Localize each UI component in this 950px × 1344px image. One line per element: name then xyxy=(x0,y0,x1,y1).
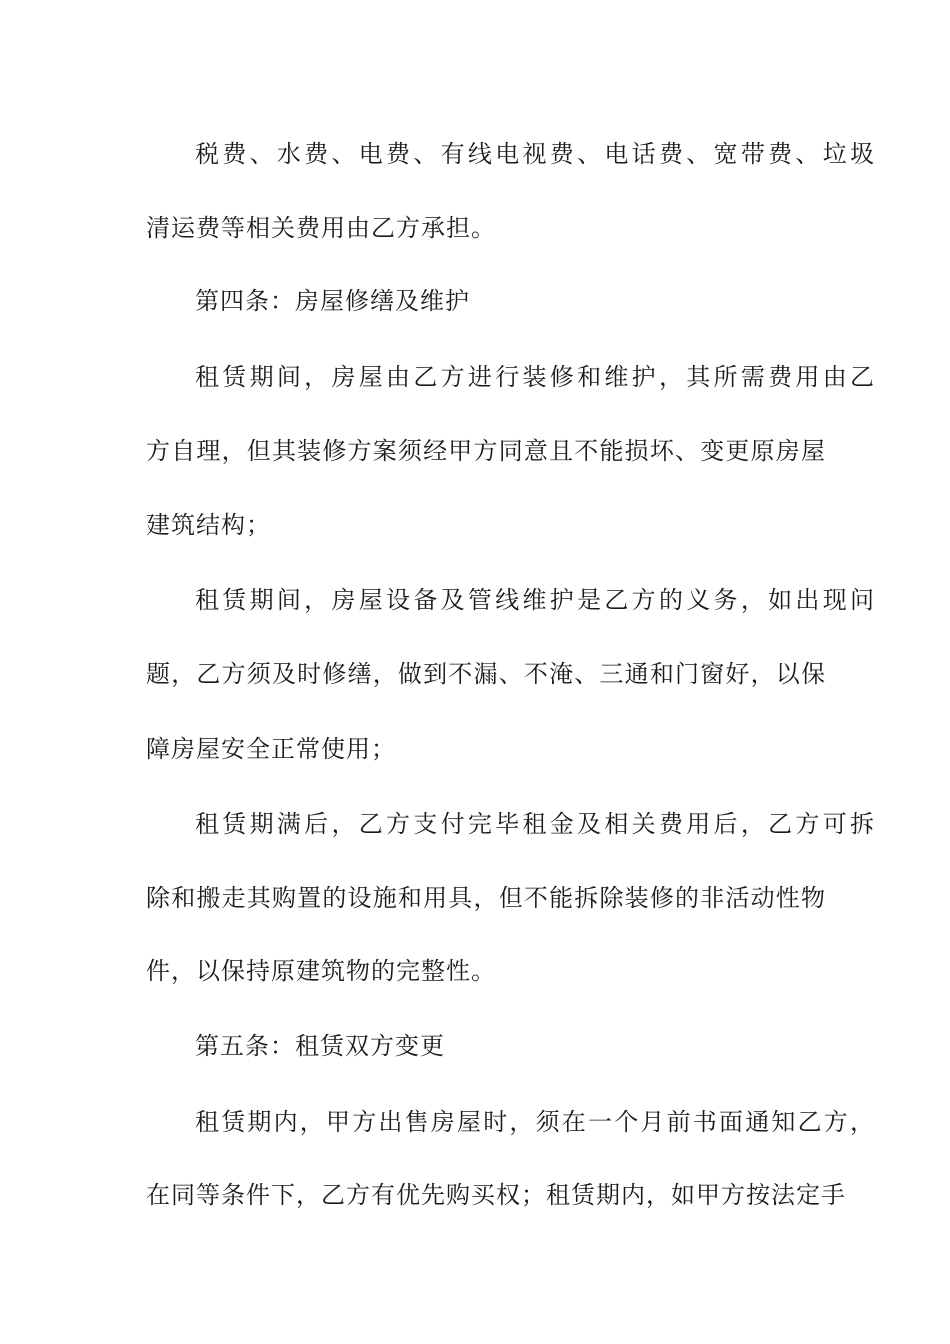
paragraph-line: 在同等条件下，乙方有优先购买权；租赁期内，如甲方按法定手 xyxy=(146,1181,846,1209)
paragraph-line: 租赁期内，甲方出售房屋时，须在一个月前书面通知乙方， xyxy=(195,1108,875,1136)
paragraph-line: 清运费等相关费用由乙方承担。 xyxy=(146,214,496,242)
paragraph-line: 方自理，但其装修方案须经甲方同意且不能损坏、变更原房屋 xyxy=(146,437,826,465)
section-heading: 第五条：租赁双方变更 xyxy=(195,1032,445,1060)
paragraph-line: 租赁期满后，乙方支付完毕租金及相关费用后，乙方可拆 xyxy=(195,810,875,838)
paragraph-line: 建筑结构； xyxy=(146,511,271,539)
paragraph-line: 件，以保持原建筑物的完整性。 xyxy=(146,957,496,985)
paragraph-line: 税费、水费、电费、有线电视费、电话费、宽带费、垃圾 xyxy=(195,140,875,168)
paragraph-line: 租赁期间，房屋由乙方进行装修和维护，其所需费用由乙 xyxy=(195,363,875,391)
paragraph-line: 题，乙方须及时修缮，做到不漏、不淹、三通和门窗好，以保 xyxy=(146,660,826,688)
paragraph-line: 租赁期间，房屋设备及管线维护是乙方的义务，如出现问 xyxy=(195,586,875,614)
section-heading: 第四条：房屋修缮及维护 xyxy=(195,287,470,315)
paragraph-line: 障房屋安全正常使用； xyxy=(146,735,396,763)
paragraph-line: 除和搬走其购置的设施和用具，但不能拆除装修的非活动性物 xyxy=(146,884,826,912)
